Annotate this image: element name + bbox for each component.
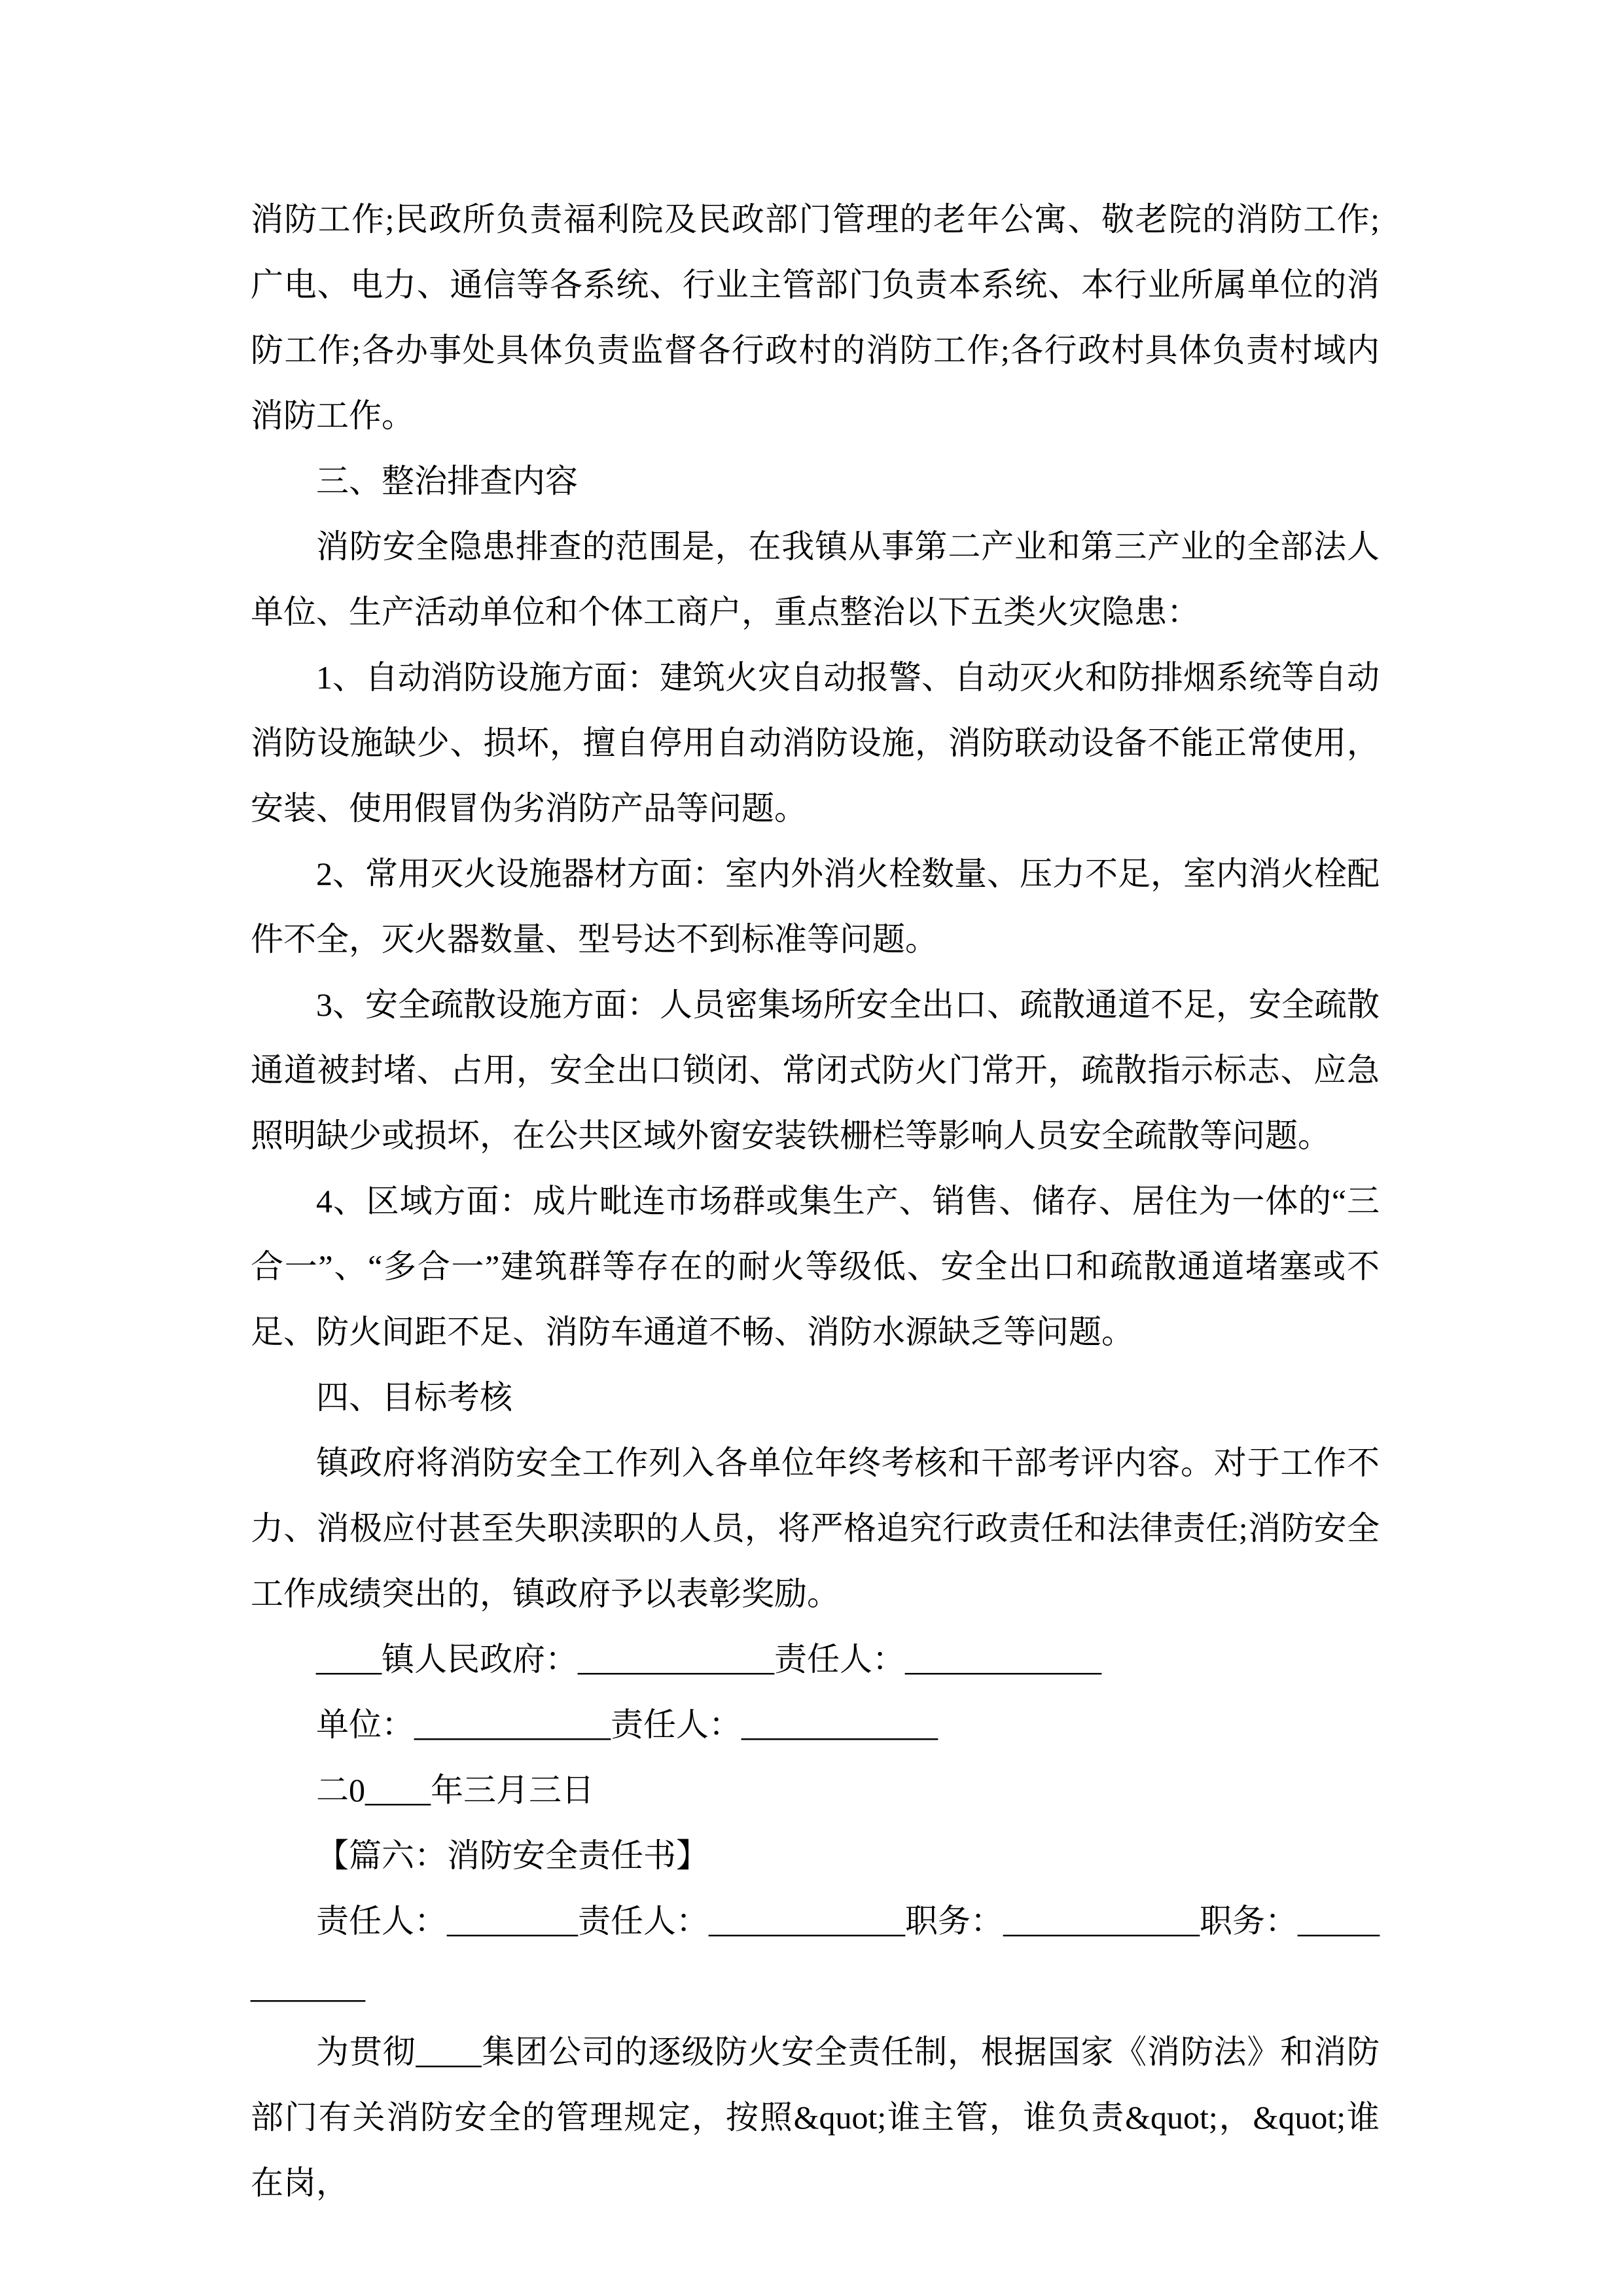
- paragraph-item-1-auto-fire-facilities: 1、自动消防设施方面：建筑火灾自动报警、自动灭火和防排烟系统等自动消防设施缺少、损坏，擅自停用自动消防设施，消防联动设备不能正常使用，安装、使用假冒伪劣消防产品等问题。: [251, 659, 1380, 827]
- paragraph-item-4-regional: 4、区域方面：成片毗连市场群或集生产、销售、储存、居住为一体的“三合一”、“多合一”建筑群等存在的耐火等级低、安全出口和疏散通道堵塞或不足、防火间距不足、消防车通道不畅、消防水源缺乏等问题。: [251, 1183, 1380, 1350]
- paragraph-date: 二0____年三月三日: [316, 1772, 594, 1808]
- paragraph-item-3-evacuation-facilities: 3、安全疏散设施方面：人员密集场所安全出口、疏散通道不足，安全疏散通道被封堵、占用，安全出口锁闭、常闭式防火门常开，疏散指示标志、应急照明缺少或损坏，在公共区域外窗安装铁栅栏等影响人员安全疏散等问题。: [251, 986, 1380, 1154]
- heading-chapter-six: 【篇六：消防安全责任书】: [316, 1837, 709, 1874]
- paragraph-inspection-scope: 消防安全隐患排查的范围是，在我镇从事第二产业和第三产业的全部法人单位、生产活动单位和个体工商户，重点整治以下五类火灾隐患：: [251, 528, 1380, 630]
- heading-section-three: 三、整治排查内容: [316, 463, 578, 499]
- paragraph-responsibility-continuation: 消防工作;民政所负责福利院及民政部门管理的老年公寓、敬老院的消防工作;广电、电力、通信等各系统、行业主管部门负责本系统、本行业所属单位的消防工作;各办事处具体负责监督各行政村的消防工作;各行政村具体负责村域内消防工作。: [251, 201, 1380, 434]
- document-body: [251, 187, 1380, 2215]
- heading-section-four: 四、目标考核: [316, 1379, 512, 1416]
- paragraph-implementation-intro: 为贯彻____集团公司的逐级防火安全责任制，根据国家《消防法》和消防部门有关消防安全的管理规定，按照&quot;谁主管，谁负责&quot;，&quot;谁在岗，: [251, 2034, 1380, 2201]
- paragraph-signature-government: ____镇人民政府：____________责任人：____________: [316, 1641, 1101, 1677]
- paragraph-responsible-persons: 责任人：________责任人：____________职务：____________职务：____________: [251, 1903, 1380, 2005]
- paragraph-assessment: 镇政府将消防安全工作列入各单位年终考核和干部考评内容。对于工作不力、消极应付甚至失职渎职的人员，将严格追究行政责任和法律责任;消防安全工作成绩突出的，镇政府予以表彰奖励。: [251, 1444, 1380, 1612]
- paragraph-signature-unit: 单位：____________责任人：____________: [316, 1706, 938, 1743]
- paragraph-item-2-fire-extinguishing-equipment: 2、常用灭火设施器材方面：室内外消火栓数量、压力不足，室内消火栓配件不全，灭火器数量、型号达不到标准等问题。: [251, 855, 1380, 958]
